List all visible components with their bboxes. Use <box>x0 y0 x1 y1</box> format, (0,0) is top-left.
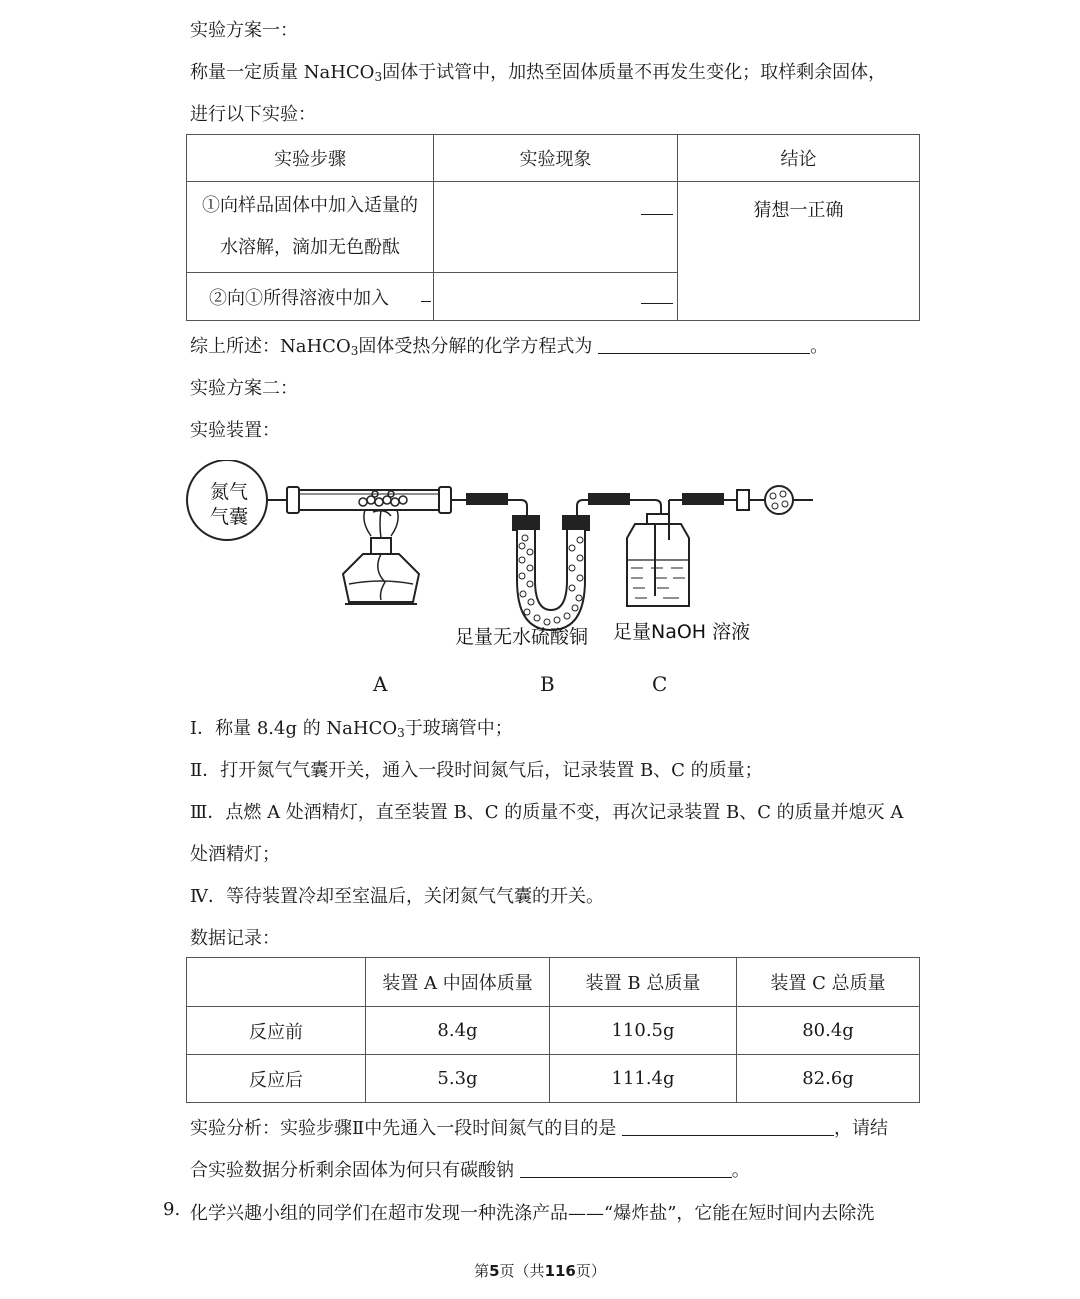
apparatus-title: 实验装置： <box>190 420 280 441</box>
balloon-label: 气囊 <box>210 506 249 528</box>
apparatus-diagram <box>185 460 825 700</box>
apparatus-letter-c: C <box>652 672 668 696</box>
answer-blank[interactable] <box>622 1119 834 1136</box>
u-tube-label: 足量无水硫酸铜 <box>455 626 589 648</box>
balloon-label: 氮气 <box>210 481 249 503</box>
header-steps: 实验步骤 <box>187 135 434 182</box>
wash-bottle <box>627 500 689 606</box>
data-table <box>186 957 920 1103</box>
answer-blank[interactable] <box>421 301 431 302</box>
plan1-title: 实验方案一： <box>190 20 298 41</box>
page-footer: 第5页（共116页） <box>474 1262 606 1280</box>
table-row: 反应后 5.3g 111.4g 82.6g <box>187 1055 920 1103</box>
step1-phenomenon-cell[interactable] <box>434 182 678 273</box>
step-3-cont: 处酒精灯； <box>190 844 280 865</box>
step2-cell: ②向①所得溶液中加入 <box>187 273 434 321</box>
step1-cell: ①向样品固体中加入适量的 水溶解，滴加无色酚酞 <box>187 182 434 273</box>
plan2-title: 实验方案二： <box>190 378 298 399</box>
apparatus-letter-a: A <box>373 672 388 696</box>
answer-blank[interactable] <box>641 303 673 304</box>
plan1-summary: 综上所述：NaHCO$_3$固体受热分解的化学方程式为 。 <box>190 336 829 358</box>
step-1: Ⅰ．称量 8.4g 的 NaHCO$_3$于玻璃管中； <box>190 718 513 740</box>
step-3: Ⅲ．点燃 A 处酒精灯，直至装置 B、C 的质量不变，再次记录装置 B、C 的质量并熄灭 A <box>190 802 904 823</box>
flame <box>364 510 398 538</box>
analysis-line-1: 实验分析：实验步骤Ⅱ中先通入一段时间氮气的目的是 ，请结 <box>190 1118 888 1139</box>
step2-phenomenon-cell[interactable] <box>434 273 678 321</box>
apparatus-letter-b: B <box>540 672 555 696</box>
answer-blank[interactable] <box>520 1161 732 1178</box>
table-row: 反应前 8.4g 110.5g 80.4g <box>187 1007 920 1055</box>
analysis-line-2: 合实验数据分析剩余固体为何只有碳酸钠 。 <box>190 1160 750 1181</box>
question-9-number: 9. <box>163 1199 181 1220</box>
answer-blank[interactable] <box>598 337 810 354</box>
conclusion-cell: 猜想一正确 <box>678 182 920 321</box>
data-header: 装置 B 总质量 <box>550 958 737 1007</box>
plan1-intro-line2: 进行以下实验： <box>190 104 316 125</box>
header-conclusion: 结论 <box>678 135 920 182</box>
plan1-intro: 称量一定质量 NaHCO$_3$固体于试管中，加热至固体质量不再发生变化；取样剩余固体， <box>190 62 887 84</box>
drying-tube <box>765 486 813 514</box>
u-tube <box>513 516 589 630</box>
data-header <box>187 958 366 1007</box>
step-2: Ⅱ．打开氮气气囊开关，通入一段时间氮气后，记录装置 B、C 的质量； <box>190 760 763 781</box>
header-phenomena: 实验现象 <box>434 135 678 182</box>
step-4: Ⅳ．等待装置冷却至室温后，关闭氮气气囊的开关。 <box>190 886 604 907</box>
question-9-text: 化学兴趣小组的同学们在超市发现一种洗涤产品——“爆炸盐”，它能在短时间内去除洗 <box>190 1203 875 1224</box>
alcohol-lamp <box>343 538 419 604</box>
data-title: 数据记录： <box>190 928 280 949</box>
data-header: 装置 C 总质量 <box>737 958 920 1007</box>
data-header: 装置 A 中固体质量 <box>366 958 550 1007</box>
plan1-table <box>186 134 920 321</box>
answer-blank[interactable] <box>641 214 673 215</box>
wash-bottle-label: 足量NaOH 溶液 <box>613 621 751 643</box>
